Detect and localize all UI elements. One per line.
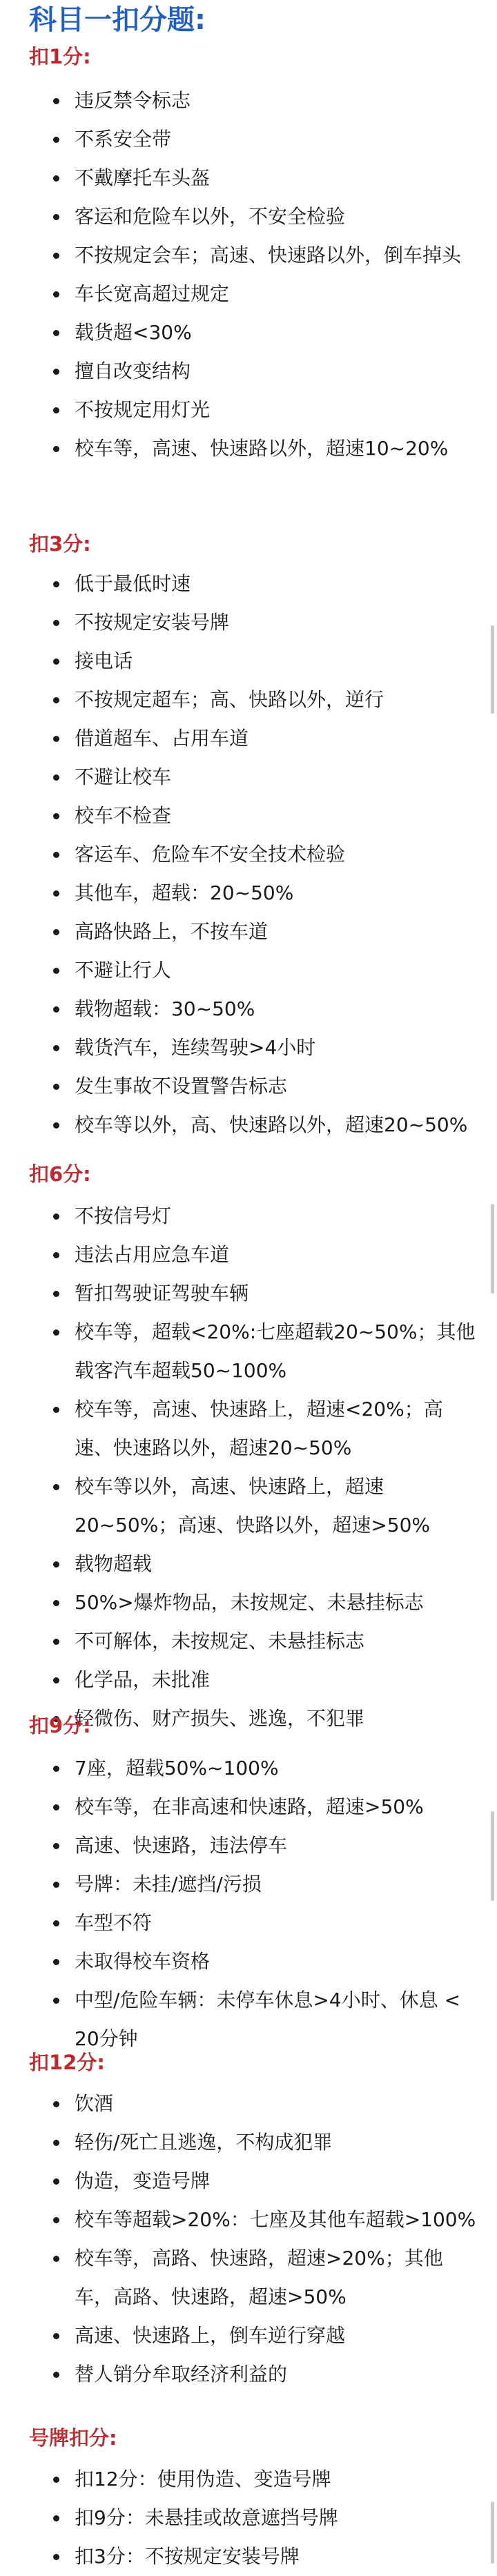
bullet-icon: [53, 1006, 59, 1013]
bullet-icon: [53, 890, 59, 897]
list-item: 不戴摩托车头盔: [0, 159, 497, 197]
list-item: 伪造，变造号牌: [0, 2162, 497, 2201]
list-item: 轻微伤、财产损失、逃逸，不犯罪: [0, 1699, 497, 1738]
bullet-icon: [53, 330, 59, 336]
bullet-icon: [53, 1766, 59, 1772]
bullet-icon: [53, 1639, 59, 1645]
bullet-icon: [53, 852, 59, 858]
list-item: 不可解体，未按规定、未悬挂标志: [0, 1622, 497, 1661]
list-item: 违法占用应急车道: [0, 1236, 497, 1274]
bullet-icon: [53, 1252, 59, 1258]
list-item: 轻伤/死亡且逃逸，不构成犯罪: [0, 2123, 497, 2162]
list-item: 校车等以外，高、快速路以外，超速20~50%: [0, 1106, 497, 1144]
scrollbar-thumb[interactable]: [491, 1811, 494, 1901]
list-item: 7座，超载50%~100%: [0, 1749, 497, 1788]
list-item: 饮酒: [0, 2085, 497, 2123]
list-item: 载货超<30%: [0, 313, 497, 352]
bullet-icon: [53, 98, 59, 104]
list-item: 不避让校车: [0, 758, 497, 797]
section-list-9: [0, 1749, 497, 2058]
bullet-icon: [53, 2333, 59, 2339]
bullet-icon: [53, 2372, 59, 2378]
bullet-icon: [53, 658, 59, 665]
list-item: 车型不符: [0, 1904, 497, 1942]
list-item: 暂扣驾驶证驾驶车辆: [0, 1274, 497, 1313]
section-heading-3: 扣3分:: [29, 532, 91, 556]
list-item: 不按信号灯: [0, 1197, 497, 1236]
bullet-icon: [53, 1804, 59, 1811]
list-item: 不按规定会车；高速、快速路以外，倒车掉头: [0, 236, 497, 275]
list-item: 不系安全带: [0, 120, 497, 159]
section-heading-6: 扣6分:: [29, 1162, 91, 1186]
scrollbar-thumb[interactable]: [491, 1204, 494, 1294]
bullet-icon: [53, 1484, 59, 1490]
bullet-icon: [53, 137, 59, 143]
list-item: 不按规定超车；高、快路以外，逆行: [0, 681, 497, 719]
bullet-icon: [53, 736, 59, 742]
bullet-icon: [53, 774, 59, 781]
list-item: 校车等，在非高速和快速路，超速>50%: [0, 1788, 497, 1826]
list-item: 接电话: [0, 642, 497, 681]
bullet-icon: [53, 2554, 59, 2560]
bullet-icon: [53, 407, 59, 413]
bullet-icon: [53, 1600, 59, 1606]
list-item: 高路快路上，不按车道: [0, 913, 497, 951]
bullet-icon: [53, 253, 59, 259]
bullet-icon: [53, 2477, 59, 2483]
bullet-icon: [53, 929, 59, 935]
list-item: 车长宽高超过规定: [0, 275, 497, 313]
list-item: 载货汽车，连续驾驶>4小时: [0, 1028, 497, 1067]
list-item: 中型/危险车辆：未停车休息>4小时、休息 < 20分钟: [0, 1981, 497, 2058]
list-item: 50%>爆炸物品，未按规定、未悬挂标志: [0, 1583, 497, 1622]
section-list-12: [0, 2085, 497, 2394]
list-item: 号牌：未挂/遮挡/污损: [0, 1865, 497, 1904]
bullet-icon: [53, 1677, 59, 1684]
bullet-icon: [53, 581, 59, 587]
list-item: 客运和危险车以外，不安全检验: [0, 197, 497, 236]
list-item: 扣9分：未悬挂或故意遮挡号牌: [0, 2499, 497, 2537]
bullet-icon: [53, 2101, 59, 2107]
section-list-plate: [0, 2460, 497, 2576]
bullet-icon: [53, 214, 59, 220]
bullet-icon: [53, 1843, 59, 1849]
list-item: 不避让行人: [0, 951, 497, 990]
list-item: 载物超载：30~50%: [0, 990, 497, 1028]
list-item: 擅自改变结构: [0, 352, 497, 391]
bullet-icon: [53, 813, 59, 819]
list-item: 高速、快速路，违法停车: [0, 1826, 497, 1865]
bullet-icon: [53, 697, 59, 703]
bullet-icon: [53, 1329, 59, 1336]
bullet-icon: [53, 1122, 59, 1129]
bullet-icon: [53, 175, 59, 182]
bullet-icon: [53, 369, 59, 375]
list-item: 客运车、危险车不安全技术检验: [0, 835, 497, 874]
bullet-icon: [53, 2515, 59, 2521]
page-title: 科目一扣分题:: [29, 4, 206, 36]
bullet-icon: [53, 446, 59, 452]
list-item: 高速、快速路上，倒车逆行穿越: [0, 2316, 497, 2355]
section-list-1: [0, 81, 497, 468]
list-item: 校车等，超载<20%:七座超载20~50%；其他载客汽车超载50~100%: [0, 1313, 497, 1390]
list-item: 其他车，超载：20~50%: [0, 874, 497, 913]
list-item: 违反禁令标志: [0, 81, 497, 120]
bullet-icon: [53, 1045, 59, 1051]
bullet-icon: [53, 1291, 59, 1297]
bullet-icon: [53, 2178, 59, 2185]
bullet-icon: [53, 2256, 59, 2262]
section-heading-12: 扣12分:: [29, 2051, 105, 2074]
bullet-icon: [53, 968, 59, 974]
list-item: 校车等以外，高速、快速路上，超速20~50%；高速、快路以外，超速>50%: [0, 1467, 497, 1545]
bullet-icon: [53, 620, 59, 626]
list-item: 不按规定安装号牌: [0, 603, 497, 642]
bullet-icon: [53, 1882, 59, 1888]
bullet-icon: [53, 1407, 59, 1413]
list-item: 借道超车、占用车道: [0, 719, 497, 758]
list-item: 未取得校车资格: [0, 1942, 497, 1981]
list-item: 替人销分牟取经济利益的: [0, 2355, 497, 2394]
bullet-icon: [53, 1084, 59, 1090]
list-item: 载物超载: [0, 1545, 497, 1583]
list-item: 扣3分：不按规定安装号牌: [0, 2537, 497, 2576]
list-item: 扣12分：使用伪造、变造号牌: [0, 2460, 497, 2499]
list-item: 校车等，高路、快速路，超速>20%；其他车，高路、快速路，超速>50%: [0, 2239, 497, 2316]
bullet-icon: [53, 2140, 59, 2146]
list-item: 低于最低时速: [0, 565, 497, 603]
section-heading-1: 扣1分:: [29, 45, 91, 68]
scrollbar-thumb[interactable]: [491, 625, 494, 714]
section-heading-9: 扣9分:: [29, 1714, 91, 1737]
section-list-3: [0, 565, 497, 1144]
bullet-icon: [53, 2217, 59, 2223]
bullet-icon: [53, 1959, 59, 1965]
section-list-6: [0, 1197, 497, 1738]
bullet-icon: [53, 291, 59, 297]
list-item: 校车不检查: [0, 797, 497, 835]
scrollbar-thumb[interactable]: [491, 2501, 494, 2564]
bullet-icon: [53, 1920, 59, 1926]
bullet-icon: [53, 1998, 59, 2004]
list-item: 化学品，未批准: [0, 1661, 497, 1699]
list-item: 校车等超载>20%：七座及其他车超载>100%: [0, 2201, 497, 2239]
list-item: 校车等，高速、快速路以外，超速10~20%: [0, 429, 497, 468]
list-item: 校车等，高速、快速路上，超速<20%；高速、快速路以外，超速20~50%: [0, 1390, 497, 1467]
bullet-icon: [53, 1213, 59, 1220]
section-heading-plate: 号牌扣分:: [29, 2426, 117, 2450]
bullet-icon: [53, 1561, 59, 1568]
list-item: 不按规定用灯光: [0, 391, 497, 429]
list-item: 发生事故不设置警告标志: [0, 1067, 497, 1106]
